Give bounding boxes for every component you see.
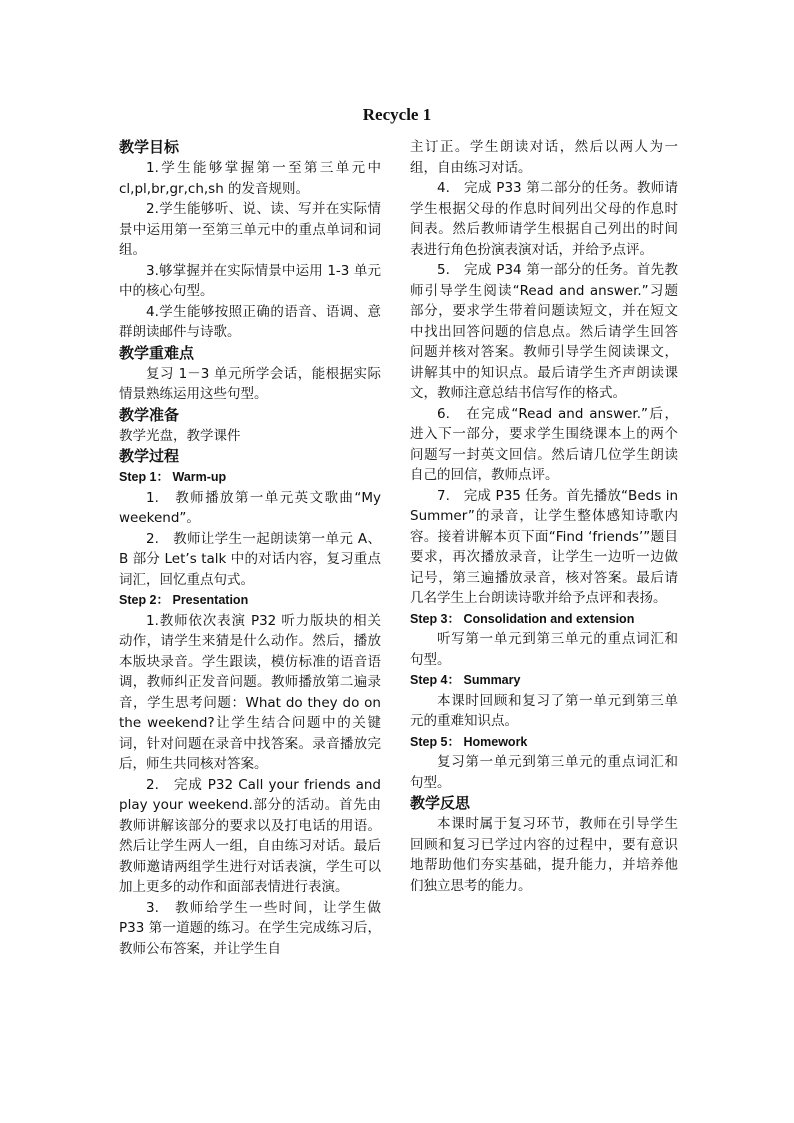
step-5-text: 复习第一单元到第三单元的重点词汇和句型。 <box>410 754 678 791</box>
heading-preparation: 教学准备 <box>119 405 180 424</box>
goal-3: 3.够掌握并在实际情景中运用 1-3 单元中的核心句型。 <box>119 262 381 299</box>
step-4-text: 本课时回顾和复习了第一单元到第三单元的重难知识点。 <box>410 692 678 729</box>
preparation-text: 教学光盘，教学课件 <box>119 427 241 444</box>
goal-2: 2.学生能够听、说、读、写并在实际情景中运用第一至第三单元中的重点单词和词组。 <box>119 201 381 258</box>
step-2-item-3: 3. 教师给学生一些时间，让学生做 P33 第一道题的练习。在学生完成练习后，教师公布答案，并让学生自 <box>119 899 381 957</box>
step-1-item-1: 1. 教师播放第一单元英文歌曲“My weekend”。 <box>119 489 381 526</box>
step-1-item-2: 2. 教师让学生一起朗读第一单元 A、B 部分 Let’s talk 中的对话内容，复习重点词汇，回忆重点句式。 <box>119 530 381 588</box>
right-column <box>410 137 678 896</box>
step-2-item-6: 6. 在完成“Read and answer.”后，进入下一部分，要求学生围绕课本上的两个问题写一封英文回信。然后请几位学生朗读自己的回信，教师点评。 <box>410 405 678 483</box>
goal-1: 1.学生能够掌握第一至第三单元中 cl,pl,br,gr,ch,sh 的发音规则。 <box>119 160 381 197</box>
step-3-text: 听写第一单元到第三单元的重点词汇和句型。 <box>410 631 678 668</box>
reflection-text: 本课时属于复习环节，教师在引导学生回顾和复习已学过内容的过程中，要有意识地帮助他们夯实基础，提升能力，并培养他们独立思考的能力。 <box>410 816 678 894</box>
step-2-item-3-continued: 主订正。学生朗读对话，然后以两人为一组，自由练习对话。 <box>410 139 678 176</box>
key-points-text: 复习 1－3 单元所学会话，能根据实际情景熟练运用这些句型。 <box>119 365 381 402</box>
page-title: Recycle 1 <box>362 105 432 124</box>
step-2-item-1: 1.教师依次表演 P32 听力版块的相关动作，请学生来猜是什么动作。然后，播放本版块录音。学生跟读，模仿标准的语音语调，教师纠正发音问题。教师播放第二遍录音，学生思考问题：What do they do on the weekend?让学生结合问题中的关键词，针对问题在录音中找答案。录音播放完后，师生共同核对答案。 <box>119 612 381 772</box>
heading-key-points: 教学重难点 <box>119 343 195 362</box>
step-5-heading: Step 5： Homework <box>410 734 528 749</box>
heading-reflection: 教学反思 <box>410 794 471 812</box>
heading-process: 教学过程 <box>119 447 180 465</box>
goal-4: 4.学生能够按照正确的语音、语调、意群朗读邮件与诗歌。 <box>119 303 381 340</box>
step-2-item-5: 5. 完成 P34 第一部分的任务。首先教师引导学生阅读“Read and answer.”习题部分，要求学生带着问题读短文，并在短文中找出回答问题的信息点。然后请学生回答问题并核对答案。教师引导学生阅读课文，讲解其中的知识点。最后请学生齐声朗读课文，教师注意总结书信写作的格式。 <box>410 262 678 401</box>
left-column <box>119 137 381 959</box>
step-1-heading: Step 1： Warm-up <box>119 470 227 484</box>
step-2-item-4: 4. 完成 P33 第二部分的任务。教师请学生根据父母的作息时间列出父母的作息时间表。然后教师请学生根据自己列出的时间表进行角色扮演表演对话，并给予点评。 <box>410 180 678 258</box>
step-4-heading: Step 4： Summary <box>410 673 521 687</box>
step-2-item-7: 7. 完成 P35 任务。首先播放“Beds in Summer”的录音，让学生整体感知诗歌内容。接着讲解本页下面“Find ‘friends’”题目要求，再次播放录音，让学生一边听一边做记号，第三遍播放录音，核对答案。最后请几名学生上台朗读诗歌并给予点评和表扬。 <box>410 487 678 606</box>
heading-goals: 教学目标 <box>119 138 180 156</box>
step-3-heading: Step 3： Consolidation and extension <box>410 611 635 626</box>
step-2-item-2: 2. 完成 P32 Call your friends and play your weekend.部分的活动。首先由教师讲解该部分的要求以及打电话的用语。然后让学生两人一组，自由练习对话。最后教师邀请两组学生进行对话表演，学生可以加上更多的动作和面部表情进行表演。 <box>119 776 381 895</box>
step-2-heading: Step 2： Presentation <box>119 593 249 607</box>
